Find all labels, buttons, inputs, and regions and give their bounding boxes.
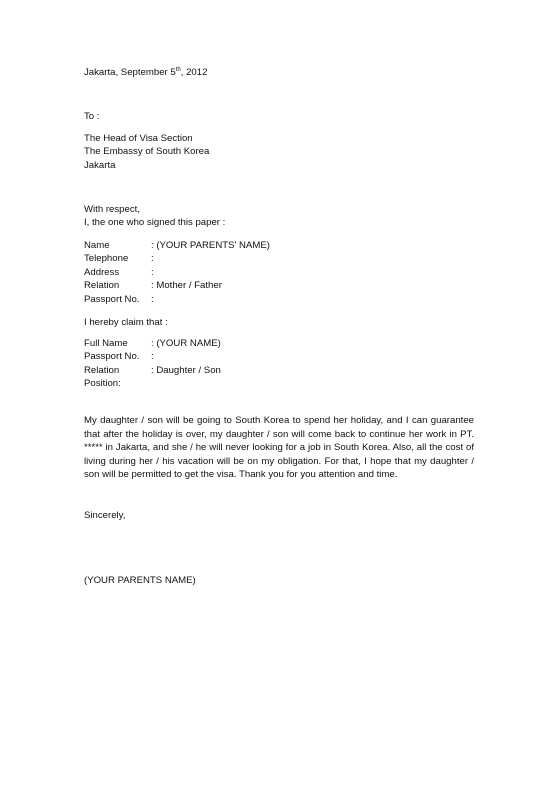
parent-address-value: : <box>151 267 154 278</box>
parent-name-value: : (YOUR PARENTS' NAME) <box>151 240 270 251</box>
signatory-name: (YOUR PARENTS NAME) <box>84 575 196 586</box>
child-fullname-label: Full Name <box>84 338 128 349</box>
intro-line: I, the one who signed this paper : <box>84 217 226 228</box>
parent-passport-value: : <box>151 294 154 305</box>
parent-passport-label: Passport No. <box>84 294 140 305</box>
recipient-line-2: The Embassy of South Korea <box>84 146 210 157</box>
child-position-label: Position: <box>84 378 121 389</box>
child-fullname-value: : (YOUR NAME) <box>151 338 221 349</box>
recipient-line-1: The Head of Visa Section <box>84 133 193 144</box>
date-ordinal-suffix: th <box>175 66 181 73</box>
date-year: , 2012 <box>180 67 208 78</box>
parent-name-label: Name <box>84 240 110 251</box>
to-label: To : <box>84 111 100 122</box>
letter-date <box>84 67 207 79</box>
child-relation-value: : Daughter / Son <box>151 365 221 376</box>
recipient-line-3: Jakarta <box>84 160 116 171</box>
child-relation-label: Relation <box>84 365 120 376</box>
parent-relation-value: : Mother / Father <box>151 280 222 291</box>
claim-line: I hereby claim that : <box>84 317 168 328</box>
sign-off: Sincerely, <box>84 510 126 521</box>
parent-relation-label: Relation <box>84 280 120 291</box>
salutation: With respect, <box>84 204 140 215</box>
child-passport-value: : <box>151 351 154 362</box>
parent-telephone-value: : <box>151 253 154 264</box>
parent-telephone-label: Telephone <box>84 253 129 264</box>
parent-address-label: Address <box>84 267 120 278</box>
child-passport-label: Passport No. <box>84 351 140 362</box>
body-paragraph: My daughter / son will be going to South Korea to spend her holiday, and I can guarantee that after the holiday is over, my daughter / son will come back to continue her work in PT. ***** in Jakarta, and she / he will never looking for a job in South Korea. Also, all the cost of living during her / his vacation will be on my obligation. For that, I hope that my daughter / son will be permitted to get the visa. Thank you for you attention and time. <box>84 415 474 481</box>
date-text: Jakarta, September 5 <box>84 67 176 78</box>
